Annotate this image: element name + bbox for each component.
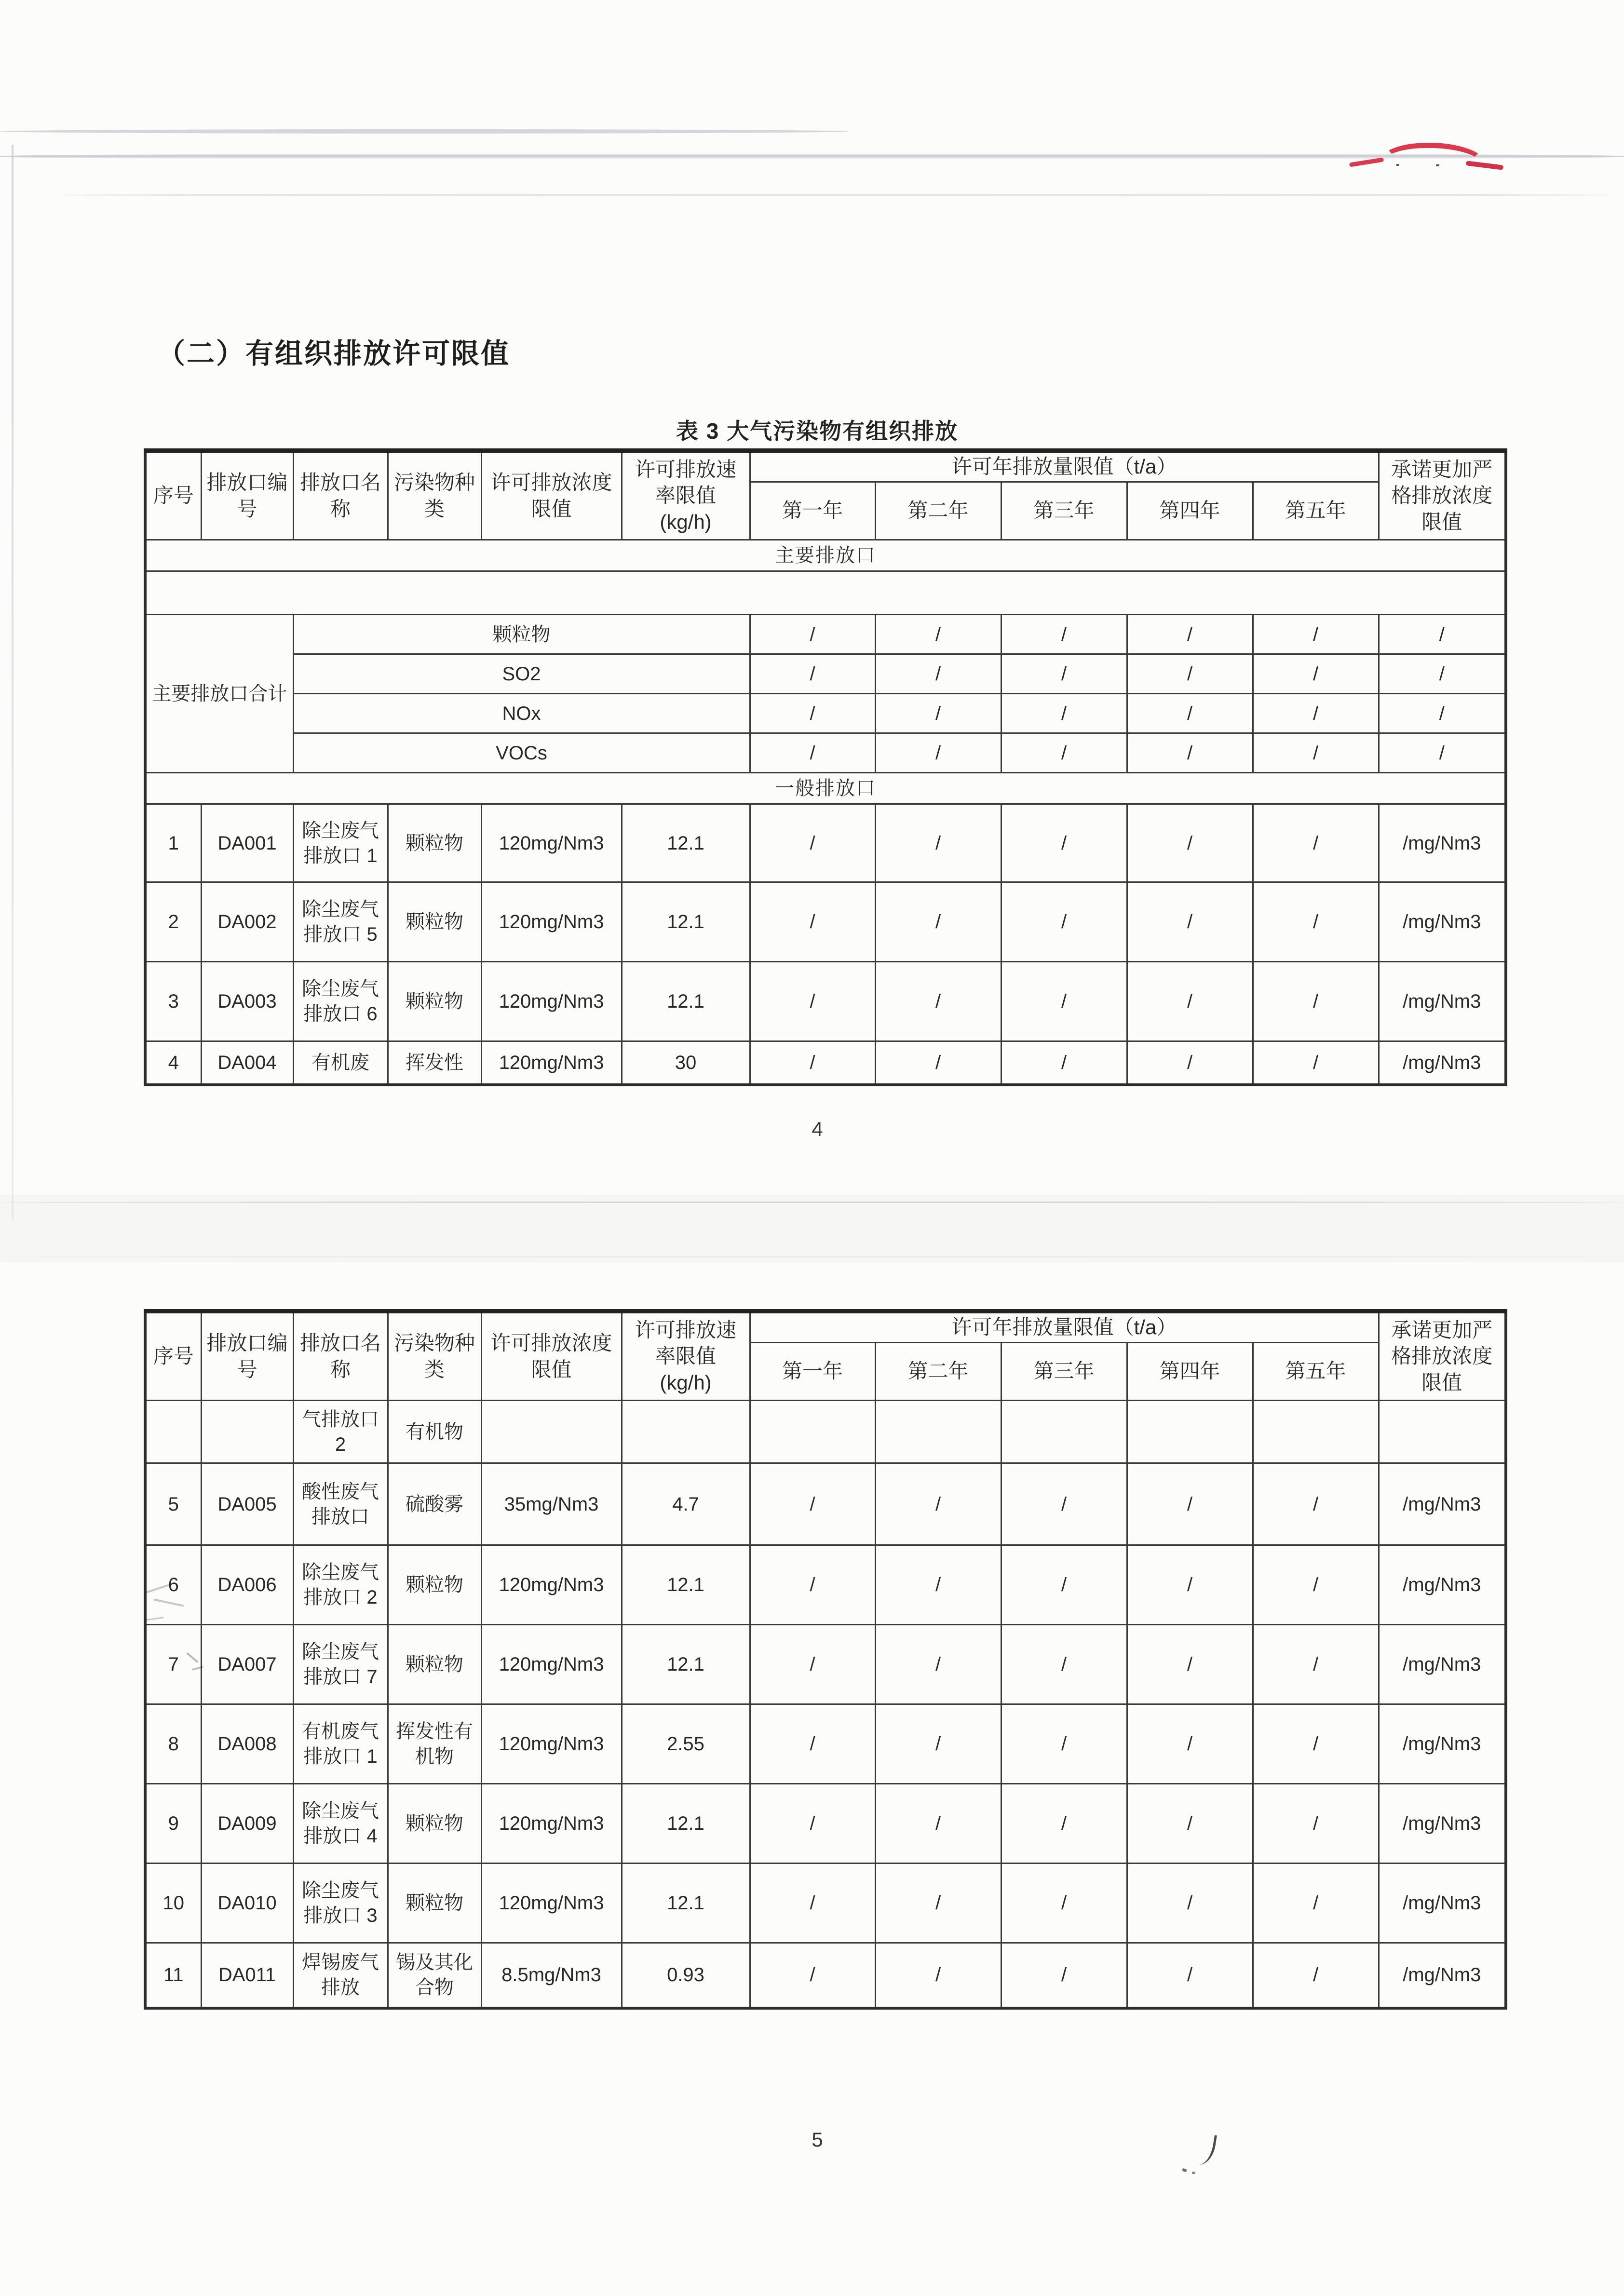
cell-y2: / bbox=[875, 1704, 1001, 1784]
cell-y4: / bbox=[1127, 1704, 1253, 1784]
cell-y5: / bbox=[1253, 1704, 1379, 1784]
cell-promise: /mg/Nm3 bbox=[1379, 1545, 1506, 1625]
cell-y2: / bbox=[875, 1545, 1001, 1625]
cell-y5: / bbox=[1253, 804, 1379, 882]
table-row bbox=[145, 1545, 1506, 1625]
cell-pollutant: 锡及其化合物 bbox=[388, 1943, 481, 2008]
cell-rate: 12.1 bbox=[622, 962, 750, 1041]
header-conc-limit: 许可排放浓度限值 bbox=[481, 451, 622, 540]
red-pen-mark bbox=[1349, 157, 1384, 167]
header-year-2: 第二年 bbox=[875, 482, 1001, 540]
cell-code: DA011 bbox=[201, 1943, 293, 2008]
cell-pollutant: 有机物 bbox=[388, 1401, 481, 1463]
cell-y1 bbox=[750, 1401, 875, 1463]
header-rate-limit bbox=[622, 451, 750, 540]
page-seam-line bbox=[0, 1202, 1624, 1203]
scan-paper-edge-streak bbox=[0, 129, 849, 134]
cell-y5: / bbox=[1253, 1625, 1379, 1704]
cell-rate: 12.1 bbox=[622, 1864, 750, 1943]
cell-seq: 5 bbox=[145, 1463, 201, 1545]
cell-rate: 0.93 bbox=[622, 1943, 750, 2008]
table-row bbox=[145, 1625, 1506, 1704]
ink-speck bbox=[1436, 164, 1439, 166]
cell-seq: 6 bbox=[145, 1545, 201, 1625]
cell-y2: / bbox=[875, 1625, 1001, 1704]
cell-pollutant: 挥发性有机物 bbox=[388, 1704, 481, 1784]
cell-conc: 120mg/Nm3 bbox=[481, 1784, 622, 1864]
header-year-1: 第一年 bbox=[750, 1343, 875, 1401]
scan-page-edge-shadow bbox=[12, 145, 14, 1220]
header-annual-limit: 许可年排放量限值（t/a） bbox=[750, 1311, 1379, 1343]
header-conc-limit: 许可排放浓度限值 bbox=[481, 1311, 622, 1401]
cell-seq: 1 bbox=[145, 804, 201, 882]
cell-y2: / bbox=[875, 654, 1001, 694]
cell-code: DA009 bbox=[201, 1784, 293, 1864]
cell-pollutant: NOx bbox=[293, 694, 750, 733]
cell-promise: /mg/Nm3 bbox=[1379, 804, 1506, 882]
cell-conc: 120mg/Nm3 bbox=[481, 1545, 622, 1625]
general-outlet-band: 一般排放口 bbox=[145, 773, 1506, 804]
cell-y5: / bbox=[1253, 1545, 1379, 1625]
cell-pollutant: 颗粒物 bbox=[388, 1625, 481, 1704]
header-pollutant-type: 污染物种类 bbox=[388, 1311, 481, 1401]
header-year-4: 第四年 bbox=[1127, 1343, 1253, 1401]
cell-y4: / bbox=[1127, 1625, 1253, 1704]
table-row bbox=[145, 1864, 1506, 1943]
cell-code: DA004 bbox=[201, 1041, 293, 1085]
cell-promise: /mg/Nm3 bbox=[1379, 1943, 1506, 2008]
cell-name: 除尘废气排放口 3 bbox=[293, 1864, 388, 1943]
cell-name: 除尘废气排放口 6 bbox=[293, 962, 388, 1041]
header-outlet-name: 排放口名称 bbox=[293, 451, 388, 540]
cell-conc: 120mg/Nm3 bbox=[481, 882, 622, 962]
cell-y1: / bbox=[750, 1625, 875, 1704]
cell-y4: / bbox=[1127, 1545, 1253, 1625]
table-row bbox=[145, 1704, 1506, 1784]
cell-y3: / bbox=[1001, 962, 1127, 1041]
summary-row bbox=[145, 694, 1506, 733]
cell-rate: 12.1 bbox=[622, 1784, 750, 1864]
cell-code: DA002 bbox=[201, 882, 293, 962]
cell-y5: / bbox=[1253, 694, 1379, 733]
cell-y1: / bbox=[750, 1864, 875, 1943]
cell-y1: / bbox=[750, 1784, 875, 1864]
cell-y5: / bbox=[1253, 1784, 1379, 1864]
cell-promise: / bbox=[1379, 694, 1506, 733]
cell-rate: 12.1 bbox=[622, 804, 750, 882]
cell-y4: / bbox=[1127, 804, 1253, 882]
cell-y5 bbox=[1253, 1401, 1379, 1463]
cell-y3: / bbox=[1001, 1864, 1127, 1943]
cell-y3: / bbox=[1001, 1041, 1127, 1085]
cell-y3: / bbox=[1001, 1625, 1127, 1704]
cell-y2: / bbox=[875, 1041, 1001, 1085]
cell-y1: / bbox=[750, 1545, 875, 1625]
cell-code: DA008 bbox=[201, 1704, 293, 1784]
cell-conc bbox=[481, 1401, 622, 1463]
header-promise: 承诺更加严格排放浓度限值 bbox=[1379, 1311, 1506, 1401]
cell-promise: /mg/Nm3 bbox=[1379, 1784, 1506, 1864]
page-number-4: 4 bbox=[812, 1118, 823, 1140]
header-rate-limit-label: 许可排放速率限值 bbox=[635, 1318, 736, 1368]
header-year-5: 第五年 bbox=[1253, 1343, 1379, 1401]
cell-y1: / bbox=[750, 1463, 875, 1545]
page-seam-line bbox=[0, 1256, 1624, 1257]
header-seq: 序号 bbox=[145, 451, 201, 540]
cell-pollutant: 挥发性 bbox=[388, 1041, 481, 1085]
cell-y2: / bbox=[875, 962, 1001, 1041]
table-caption: 表 3 大气污染物有组织排放 bbox=[676, 419, 959, 444]
section-heading: （二）有组织排放许可限值 bbox=[157, 338, 511, 369]
cell-y1: / bbox=[750, 615, 875, 654]
header-rate-limit-unit: (kg/h) bbox=[660, 1371, 712, 1394]
cell-conc: 120mg/Nm3 bbox=[481, 1864, 622, 1943]
cell-promise: / bbox=[1379, 733, 1506, 773]
cell-y5: / bbox=[1253, 962, 1379, 1041]
cell-promise: /mg/Nm3 bbox=[1379, 1463, 1506, 1545]
table-row bbox=[145, 1943, 1506, 2008]
cell-name: 除尘废气排放口 1 bbox=[293, 804, 388, 882]
header-pollutant-type: 污染物种类 bbox=[388, 451, 481, 540]
cell-y5: / bbox=[1253, 1041, 1379, 1085]
cell-promise: /mg/Nm3 bbox=[1379, 1864, 1506, 1943]
ink-speck bbox=[1396, 164, 1399, 166]
cell-y4: / bbox=[1127, 694, 1253, 733]
cell-y4: / bbox=[1127, 882, 1253, 962]
cell-rate bbox=[622, 1401, 750, 1463]
cell-seq: 8 bbox=[145, 1704, 201, 1784]
summary-row bbox=[145, 733, 1506, 773]
cell-code: DA010 bbox=[201, 1864, 293, 1943]
cell-y3: / bbox=[1001, 654, 1127, 694]
cell-y2: / bbox=[875, 1943, 1001, 2008]
cell-y1: / bbox=[750, 733, 875, 773]
scan-paper-edge-streak bbox=[43, 194, 1624, 196]
cell-y2: / bbox=[875, 733, 1001, 773]
cell-promise bbox=[1379, 1401, 1506, 1463]
cell-y5: / bbox=[1253, 615, 1379, 654]
continuation-row bbox=[145, 1401, 1506, 1463]
cell-pollutant: 颗粒物 bbox=[388, 962, 481, 1041]
header-year-3: 第三年 bbox=[1001, 482, 1127, 540]
cell-name: 有机废气排放口 1 bbox=[293, 1704, 388, 1784]
pen-dot-mark bbox=[1192, 2172, 1195, 2174]
emission-table-page1 bbox=[144, 448, 1507, 1086]
cell-rate: 12.1 bbox=[622, 1545, 750, 1625]
cell-conc: 120mg/Nm3 bbox=[481, 804, 622, 882]
cell-y1: / bbox=[750, 804, 875, 882]
header-year-5: 第五年 bbox=[1253, 482, 1379, 540]
cell-y5: / bbox=[1253, 1864, 1379, 1943]
cell-y3 bbox=[1001, 1401, 1127, 1463]
cell-y3: / bbox=[1001, 882, 1127, 962]
table-row bbox=[145, 1041, 1506, 1085]
summary-label: 主要排放口合计 bbox=[145, 615, 293, 773]
summary-row bbox=[145, 615, 1506, 654]
header-annual-limit: 许可年排放量限值（t/a） bbox=[750, 451, 1379, 482]
cell-y2 bbox=[875, 1401, 1001, 1463]
cell-pollutant: 颗粒物 bbox=[388, 1784, 481, 1864]
header-year-2: 第二年 bbox=[875, 1343, 1001, 1401]
header-rate-limit bbox=[622, 1311, 750, 1401]
table-row bbox=[145, 804, 1506, 882]
table-row bbox=[145, 882, 1506, 962]
cell-pollutant: 颗粒物 bbox=[388, 804, 481, 882]
cell-promise: / bbox=[1379, 654, 1506, 694]
cell-rate: 30 bbox=[622, 1041, 750, 1085]
cell-promise: /mg/Nm3 bbox=[1379, 962, 1506, 1041]
cell-y3: / bbox=[1001, 733, 1127, 773]
main-outlet-band: 主要排放口 bbox=[145, 540, 1506, 571]
cell-y1: / bbox=[750, 1704, 875, 1784]
cell-seq: 11 bbox=[145, 1943, 201, 2008]
pen-dot-mark bbox=[1182, 2168, 1187, 2173]
cell-y5: / bbox=[1253, 1463, 1379, 1545]
cell-rate: 4.7 bbox=[622, 1463, 750, 1545]
cell-code: DA005 bbox=[201, 1463, 293, 1545]
page-number-5: 5 bbox=[812, 2128, 823, 2151]
cell-code: DA007 bbox=[201, 1625, 293, 1704]
cell-conc: 120mg/Nm3 bbox=[481, 1704, 622, 1784]
cell-seq: 10 bbox=[145, 1864, 201, 1943]
cell-pollutant: 颗粒物 bbox=[293, 615, 750, 654]
cell-y3: / bbox=[1001, 694, 1127, 733]
cell-rate: 2.55 bbox=[622, 1704, 750, 1784]
cell-name: 酸性废气排放口 bbox=[293, 1463, 388, 1545]
cell-y3: / bbox=[1001, 1943, 1127, 2008]
cell-y4: / bbox=[1127, 1463, 1253, 1545]
cell-y5: / bbox=[1253, 654, 1379, 694]
cell-promise: /mg/Nm3 bbox=[1379, 882, 1506, 962]
cell-code: DA003 bbox=[201, 962, 293, 1041]
header-rate-limit-unit: (kg/h) bbox=[660, 510, 712, 533]
summary-row bbox=[145, 654, 1506, 694]
cell-promise: /mg/Nm3 bbox=[1379, 1041, 1506, 1085]
cell-y4: / bbox=[1127, 654, 1253, 694]
cell-rate: 12.1 bbox=[622, 882, 750, 962]
cell-y4: / bbox=[1127, 1784, 1253, 1864]
cell-y3: / bbox=[1001, 615, 1127, 654]
cell-y4: / bbox=[1127, 1864, 1253, 1943]
header-outlet-code: 排放口编号 bbox=[201, 451, 293, 540]
cell-y1: / bbox=[750, 1943, 875, 2008]
page-seam-shadow bbox=[0, 1195, 1624, 1262]
cell-pollutant: VOCs bbox=[293, 733, 750, 773]
cell-name: 除尘废气排放口 7 bbox=[293, 1625, 388, 1704]
cell-y3: / bbox=[1001, 1463, 1127, 1545]
cell-y3: / bbox=[1001, 1545, 1127, 1625]
cell-seq: 4 bbox=[145, 1041, 201, 1085]
cell-y5: / bbox=[1253, 882, 1379, 962]
cell-pollutant: 颗粒物 bbox=[388, 1864, 481, 1943]
cell-y2: / bbox=[875, 804, 1001, 882]
header-outlet-name: 排放口名称 bbox=[293, 1311, 388, 1401]
cell-code: DA001 bbox=[201, 804, 293, 882]
cell-y3: / bbox=[1001, 1784, 1127, 1864]
cell-code: DA006 bbox=[201, 1545, 293, 1625]
cell-conc: 35mg/Nm3 bbox=[481, 1463, 622, 1545]
cell-name: 除尘废气排放口 4 bbox=[293, 1784, 388, 1864]
cell-y4: / bbox=[1127, 1041, 1253, 1085]
header-year-1: 第一年 bbox=[750, 482, 875, 540]
cell-pollutant: 硫酸雾 bbox=[388, 1463, 481, 1545]
header-seq: 序号 bbox=[145, 1311, 201, 1401]
cell-y1: / bbox=[750, 694, 875, 733]
table-row bbox=[145, 962, 1506, 1041]
cell-seq: 9 bbox=[145, 1784, 201, 1864]
cell-y1: / bbox=[750, 1041, 875, 1085]
cell-code bbox=[201, 1401, 293, 1463]
cell-seq bbox=[145, 1401, 201, 1463]
emission-table-page2 bbox=[144, 1309, 1507, 2010]
cell-y1: / bbox=[750, 654, 875, 694]
cell-y4 bbox=[1127, 1401, 1253, 1463]
cell-y4: / bbox=[1127, 733, 1253, 773]
cell-y2: / bbox=[875, 615, 1001, 654]
cell-y4: / bbox=[1127, 615, 1253, 654]
cell-y4: / bbox=[1127, 1943, 1253, 2008]
cell-y2: / bbox=[875, 1864, 1001, 1943]
cell-conc: 120mg/Nm3 bbox=[481, 1625, 622, 1704]
cell-y2: / bbox=[875, 1784, 1001, 1864]
cell-y1: / bbox=[750, 962, 875, 1041]
cell-rate: 12.1 bbox=[622, 1625, 750, 1704]
cell-seq: 7 bbox=[145, 1625, 201, 1704]
empty-row-cell bbox=[145, 571, 1506, 615]
cell-y3: / bbox=[1001, 1704, 1127, 1784]
cell-conc: 120mg/Nm3 bbox=[481, 1041, 622, 1085]
table-row bbox=[145, 1463, 1506, 1545]
cell-name: 有机废 bbox=[293, 1041, 388, 1085]
cell-y5: / bbox=[1253, 733, 1379, 773]
cell-y2: / bbox=[875, 1463, 1001, 1545]
cell-y2: / bbox=[875, 694, 1001, 733]
cell-conc: 8.5mg/Nm3 bbox=[481, 1943, 622, 2008]
header-outlet-code: 排放口编号 bbox=[201, 1311, 293, 1401]
cell-promise: /mg/Nm3 bbox=[1379, 1704, 1506, 1784]
cell-y5: / bbox=[1253, 1943, 1379, 2008]
cell-seq: 3 bbox=[145, 962, 201, 1041]
cell-y4: / bbox=[1127, 962, 1253, 1041]
cell-seq: 2 bbox=[145, 882, 201, 962]
cell-conc: 120mg/Nm3 bbox=[481, 962, 622, 1041]
cell-pollutant: 颗粒物 bbox=[388, 1545, 481, 1625]
cell-name: 气排放口 2 bbox=[293, 1401, 388, 1463]
cell-pollutant: SO2 bbox=[293, 654, 750, 694]
cell-promise: / bbox=[1379, 615, 1506, 654]
cell-promise: /mg/Nm3 bbox=[1379, 1625, 1506, 1704]
cell-y2: / bbox=[875, 882, 1001, 962]
cell-name: 除尘废气排放口 5 bbox=[293, 882, 388, 962]
cell-name: 除尘废气排放口 2 bbox=[293, 1545, 388, 1625]
cell-y1: / bbox=[750, 882, 875, 962]
table-row bbox=[145, 1784, 1506, 1864]
cell-name: 焊锡废气排放 bbox=[293, 1943, 388, 2008]
header-rate-limit-label: 许可排放速率限值 bbox=[635, 458, 736, 507]
header-year-3: 第三年 bbox=[1001, 1343, 1127, 1401]
cell-pollutant: 颗粒物 bbox=[388, 882, 481, 962]
header-promise: 承诺更加严格排放浓度限值 bbox=[1379, 451, 1506, 540]
pen-hook-mark bbox=[1196, 2133, 1217, 2167]
cell-y3: / bbox=[1001, 804, 1127, 882]
header-year-4: 第四年 bbox=[1127, 482, 1253, 540]
